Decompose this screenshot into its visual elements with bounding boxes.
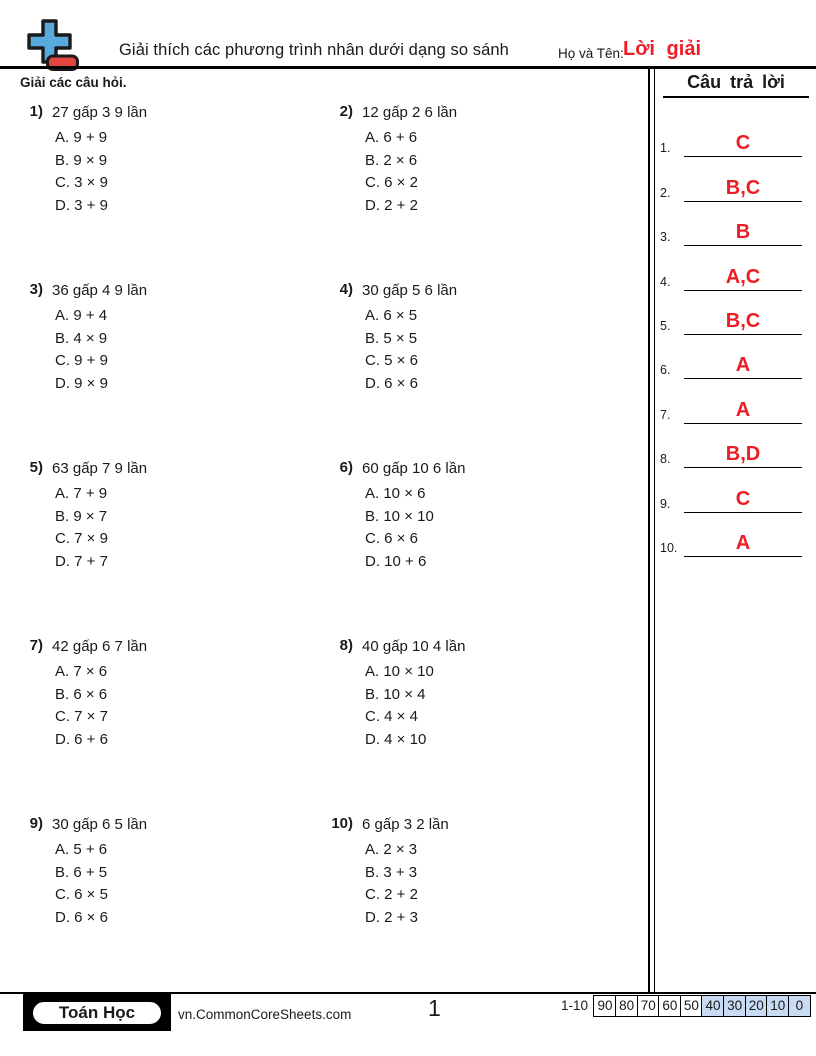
- question-text: 40 gấp 10 4 lần: [362, 638, 466, 655]
- subject-badge: [23, 994, 171, 1031]
- name-value: Lời giải: [623, 38, 702, 60]
- answer-row-8: [660, 424, 812, 468]
- option-d: D. 2 + 3: [365, 908, 418, 926]
- option-c: C. 5 × 6: [365, 352, 418, 369]
- score-range-label: 1-10: [561, 998, 589, 1013]
- score-cell: 70: [637, 995, 660, 1017]
- question-1: [15, 103, 325, 281]
- score-cell: 80: [615, 995, 638, 1017]
- option-b: B. 5 × 5: [365, 329, 418, 347]
- answer-row-3: [660, 202, 812, 246]
- answer-number: 8.: [660, 452, 671, 467]
- question-number: 2): [339, 103, 353, 120]
- option-a: A. 6 + 6: [365, 129, 418, 146]
- option-d: D. 4 × 10: [365, 730, 427, 748]
- option-d: D. 2 + 2: [365, 196, 418, 214]
- question-3: [15, 281, 325, 459]
- answer-number: 3.: [660, 230, 671, 245]
- answers-list: [660, 113, 812, 557]
- page-number: 1: [428, 995, 441, 1021]
- option-a: A. 6 × 5: [365, 307, 418, 324]
- option-c: C. 6 × 5: [55, 886, 108, 903]
- worksheet-title: Giải thích các phương trình nhân dưới dạng so sánh: [119, 41, 509, 59]
- question-2: [325, 103, 635, 281]
- question-8: [325, 637, 635, 815]
- answer-row-5: [660, 291, 812, 335]
- question-number: 6): [339, 459, 353, 476]
- answer-value: A,C: [684, 267, 802, 291]
- answer-value: B,C: [684, 178, 802, 202]
- option-a: A. 7 + 9: [55, 485, 108, 502]
- subject-badge-label: Toán Học: [31, 1000, 163, 1026]
- question-9: [15, 815, 325, 993]
- option-b: B. 6 + 5: [55, 863, 108, 881]
- score-cell: 50: [680, 995, 703, 1017]
- option-d: D. 7 + 7: [55, 552, 108, 570]
- option-d: D. 6 + 6: [55, 730, 108, 748]
- option-c: C. 7 × 9: [55, 530, 108, 547]
- question-5: [15, 459, 325, 637]
- instructions: Giải các câu hỏi.: [20, 75, 127, 90]
- option-a: A. 2 × 3: [365, 841, 418, 858]
- answer-row-6: [660, 335, 812, 379]
- option-c: C. 2 + 2: [365, 886, 418, 903]
- answer-value: B,C: [684, 311, 802, 335]
- question-text: 60 gấp 10 6 lần: [362, 460, 466, 477]
- question-text: 36 gấp 4 9 lần: [52, 282, 148, 299]
- answer-row-9: [660, 468, 812, 512]
- answer-value: B: [684, 222, 802, 246]
- option-a: A. 7 × 6: [55, 663, 108, 680]
- name-label: Họ và Tên:: [558, 46, 624, 61]
- score-cell: 90: [593, 995, 616, 1017]
- divider-line: [648, 66, 650, 994]
- question-text: 12 gấp 2 6 lần: [362, 104, 458, 121]
- option-a: A. 10 × 10: [365, 663, 434, 680]
- option-c: C. 7 × 7: [55, 708, 108, 725]
- option-d: D. 6 × 6: [365, 374, 418, 392]
- question-6: [325, 459, 635, 637]
- answer-number: 5.: [660, 318, 671, 333]
- question-number: 7): [29, 637, 43, 654]
- option-b: B. 6 × 6: [55, 685, 108, 703]
- option-a: A. 5 + 6: [55, 841, 108, 858]
- answer-row-2: [660, 157, 812, 201]
- option-c: C. 6 × 2: [365, 174, 418, 191]
- question-text: 27 gấp 3 9 lần: [52, 104, 148, 121]
- question-7: [15, 637, 325, 815]
- answer-value: C: [684, 133, 802, 157]
- option-d: D. 10 + 6: [365, 552, 427, 570]
- option-b: B. 2 × 6: [365, 151, 418, 169]
- answers-title: Câu trả lời: [663, 72, 809, 98]
- question-number: 1): [29, 103, 43, 120]
- option-d: D. 9 × 9: [55, 374, 108, 392]
- questions-grid: [15, 103, 645, 993]
- answer-value: A: [684, 355, 802, 379]
- score-cells: [595, 995, 811, 1017]
- question-text: 6 gấp 3 2 lần: [362, 816, 449, 833]
- question-text: 30 gấp 5 6 lần: [362, 282, 458, 299]
- score-cell: 10: [766, 995, 789, 1017]
- plus-minus-logo-icon: [22, 18, 80, 72]
- question-text: 42 gấp 6 7 lần: [52, 638, 148, 655]
- option-b: B. 3 + 3: [365, 863, 418, 881]
- question-text: 63 gấp 7 9 lần: [52, 460, 148, 477]
- option-b: B. 10 × 10: [365, 507, 434, 525]
- score-cell: 30: [723, 995, 746, 1017]
- option-b: B. 10 × 4: [365, 685, 426, 703]
- score-cell: 40: [701, 995, 724, 1017]
- answer-row-10: [660, 513, 812, 557]
- question-number: 8): [339, 637, 353, 654]
- option-c: C. 9 + 9: [55, 352, 108, 369]
- score-cell: 20: [745, 995, 768, 1017]
- answer-row-1: [660, 113, 812, 157]
- option-a: A. 9 + 9: [55, 129, 108, 146]
- question-number: 4): [339, 281, 353, 298]
- option-c: C. 6 × 6: [365, 530, 418, 547]
- option-d: D. 3 + 9: [55, 196, 108, 214]
- answer-value: A: [684, 533, 802, 557]
- question-number: 3): [29, 281, 43, 298]
- option-d: D. 6 × 6: [55, 908, 108, 926]
- question-4: [325, 281, 635, 459]
- option-a: A. 9 + 4: [55, 307, 108, 324]
- answer-row-4: [660, 246, 812, 290]
- option-b: B. 4 × 9: [55, 329, 108, 347]
- answer-number: 2.: [660, 185, 671, 200]
- score-cell: 60: [658, 995, 681, 1017]
- question-number: 5): [29, 459, 43, 476]
- question-number: 10): [331, 815, 353, 832]
- option-c: C. 3 × 9: [55, 174, 108, 191]
- answer-number: 7.: [660, 407, 671, 422]
- answer-row-7: [660, 379, 812, 423]
- question-10: [325, 815, 635, 993]
- answers-panel: [660, 72, 812, 557]
- website-text: vn.CommonCoreSheets.com: [178, 1007, 352, 1022]
- divider-line: [654, 66, 656, 994]
- option-b: B. 9 × 7: [55, 507, 108, 525]
- answer-value: B,D: [684, 444, 802, 468]
- option-b: B. 9 × 9: [55, 151, 108, 169]
- answer-number: 4.: [660, 274, 671, 289]
- option-c: C. 4 × 4: [365, 708, 418, 725]
- score-cell: 0: [788, 995, 811, 1017]
- answer-value: C: [684, 489, 802, 513]
- score-table: [561, 994, 811, 1017]
- question-text: 30 gấp 6 5 lần: [52, 816, 148, 833]
- option-a: A. 10 × 6: [365, 485, 426, 502]
- answer-number: 10.: [660, 540, 678, 555]
- header-rule: [0, 66, 816, 69]
- question-number: 9): [29, 815, 43, 832]
- answer-number: 1.: [660, 141, 671, 156]
- answer-number: 6.: [660, 363, 671, 378]
- answer-value: A: [684, 400, 802, 424]
- answer-number: 9.: [660, 496, 671, 511]
